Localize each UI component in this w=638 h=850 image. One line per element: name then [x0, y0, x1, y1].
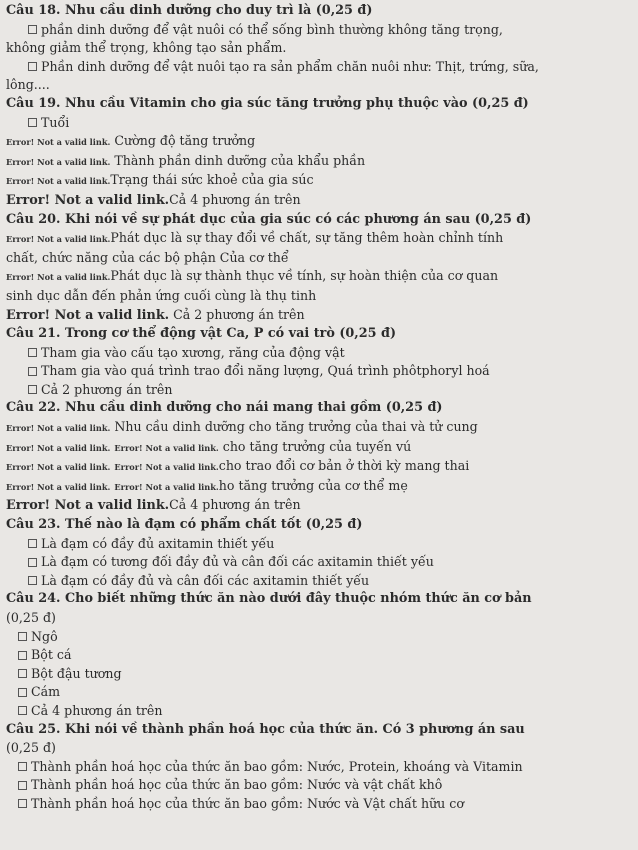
answer-option: [6, 58, 632, 77]
checkbox-icon: [18, 632, 27, 641]
answer-option: [6, 665, 632, 684]
broken-link-marker: Error! Not a valid link.: [6, 481, 111, 492]
answer-option: [6, 646, 632, 665]
answer-option: [6, 21, 632, 40]
answer-option: [6, 795, 632, 814]
option-text: Tham gia vào cấu tạo xương, răng của động vật: [41, 344, 345, 360]
question-heading: Câu 18. Nhu cầu dinh dưỡng cho duy trì là (0,25 đ): [6, 3, 373, 18]
option-text: Là đạm có tương đối đầy đủ và cân đối các axitamin thiết yếu: [41, 554, 434, 570]
option-text: Tuổi: [41, 114, 70, 130]
checkbox-icon: [28, 118, 37, 127]
broken-link-marker: Error! Not a valid link.: [6, 272, 111, 283]
option-text: cho tăng trưởng của tuyến vú: [218, 438, 412, 454]
broken-link-marker: Error! Not a valid link.: [6, 176, 111, 187]
checkbox-icon: [18, 762, 27, 771]
answer-option: [6, 702, 632, 721]
answer-option: [6, 171, 632, 191]
checkbox-icon: [28, 558, 37, 567]
answer-option: [6, 267, 632, 287]
broken-link-marker: Error! Not a valid link.: [114, 481, 219, 492]
answer-option: [6, 496, 632, 516]
option-text: cho trao đổi cơ bản ở thời kỳ mang thai: [218, 458, 470, 474]
question-heading: Câu 24. Cho biết những thức ăn nào dưới đây thuộc nhóm thức ăn cơ bản: [6, 591, 532, 607]
answer-option: [6, 114, 632, 133]
option-text: Cả 2 phương án trên: [41, 381, 173, 397]
checkbox-icon: [18, 706, 27, 715]
checkbox-icon: [18, 688, 27, 697]
option-text: Là đạm có đầy đủ axitamin thiết yếu: [41, 535, 275, 551]
question-heading: Câu 23. Thế nào là đạm có phẩm chất tốt (0,25 đ): [6, 517, 363, 533]
question-heading: Câu 21. Trong cơ thể động vật Ca, P có vai trò (0,25 đ): [6, 326, 397, 342]
option-text: Cả 4 phương án trên: [169, 497, 301, 513]
answer-option: [6, 683, 632, 702]
answer-option: [6, 229, 632, 249]
answer-option: [6, 758, 632, 777]
text-line: lông....: [6, 77, 50, 93]
broken-link-marker: Error! Not a valid link.: [6, 234, 111, 245]
option-text: Ngô: [31, 628, 58, 644]
checkbox-icon: [18, 669, 27, 678]
option-text: Phát dục là sự thành thục về tính, sự hoàn thiện của cơ quan: [110, 268, 499, 284]
broken-link-marker: Error! Not a valid link.: [114, 462, 219, 473]
option-text: Thành phần hoá học của thức ăn bao gồm: Nước, Protein, khoáng và Vitamin: [31, 758, 523, 774]
answer-option: [6, 628, 632, 647]
answer-option: [6, 535, 632, 554]
option-text: Cám: [31, 684, 61, 700]
answer-option: [6, 457, 632, 477]
answer-option: [6, 344, 632, 363]
text-line: chất, chức năng của các bộ phận Của cơ thể: [6, 249, 289, 265]
option-text: Cả 4 phương án trên: [169, 191, 301, 207]
option-text: Cả 4 phương án trên: [31, 702, 163, 718]
question-heading: Câu 20. Khi nói về sự phát dục của gia súc có các phương án sau (0,25 đ): [6, 211, 532, 227]
broken-link-marker: Error! Not a valid link.: [6, 423, 111, 434]
broken-link-marker: Error! Not a valid link.: [6, 442, 111, 453]
checkbox-icon: [18, 651, 27, 660]
text-line: (0,25 đ): [6, 610, 56, 625]
checkbox-icon: [28, 348, 37, 357]
question-heading: Câu 22. Nhu cầu dinh dưỡng cho nái mang thai gồm (0,25 đ): [6, 400, 443, 416]
checkbox-icon: [18, 781, 27, 790]
checkbox-icon: [28, 367, 37, 376]
option-text: Nhu cầu dinh dưỡng cho tăng trưởng của thai và tử cung: [110, 419, 478, 435]
checkbox-icon: [28, 576, 37, 585]
checkbox-icon: [18, 799, 27, 808]
answer-option: [6, 132, 632, 152]
option-text: Thành phần dinh dưỡng của khẩu phần: [110, 152, 366, 168]
checkbox-icon: [28, 385, 37, 394]
answer-option: [6, 572, 632, 591]
checkbox-icon: [28, 25, 37, 34]
answer-option: [6, 553, 632, 572]
answer-option: [6, 152, 632, 172]
option-text: Thành phần hoá học của thức ăn bao gồm: Nước và Vật chất hữu cơ: [31, 795, 464, 811]
option-text: Cả 2 phương án trên: [169, 306, 305, 322]
question-heading: Câu 19. Nhu cầu Vitamin cho gia súc tăng trưởng phụ thuộc vào (0,25 đ): [6, 95, 529, 111]
answer-option: [6, 477, 632, 497]
text-line: (0,25 đ): [6, 740, 56, 756]
option-text: Bột đậu tương: [31, 665, 122, 681]
option-text: Phát dục là sự thay đổi về chất, sự tăng thêm hoàn chỉnh tính: [110, 230, 504, 246]
broken-link-marker: Error! Not a valid link.: [6, 137, 111, 148]
broken-link-marker: Error! Not a valid link.: [6, 307, 170, 323]
option-text: phần dinh dưỡng để vật nuôi có thể sống bình thường không tăng trọng,: [41, 21, 503, 37]
option-text: Trạng thái sức khoẻ của gia súc: [110, 172, 314, 188]
answer-option: [6, 306, 632, 326]
answer-option: [6, 438, 632, 458]
broken-link-marker: Error! Not a valid link.: [6, 156, 111, 167]
checkbox-icon: [28, 62, 37, 71]
option-text: Phần dinh dưỡng để vật nuôi tạo ra sản phẩm chăn nuôi như: Thịt, trứng, sữa,: [41, 58, 539, 74]
option-text: Thành phần hoá học của thức ăn bao gồm: Nước và vật chất khô: [31, 777, 443, 793]
text-line: sinh dục dẫn đến phản ứng cuối cùng là thụ tinh: [6, 287, 317, 303]
answer-option: [6, 776, 632, 795]
option-text: Cường độ tăng trưởng: [110, 133, 256, 149]
option-text: ho tăng trưởng của cơ thể mẹ: [218, 477, 408, 493]
broken-link-marker: Error! Not a valid link.: [6, 498, 170, 514]
question-heading: Câu 25. Khi nói về thành phần hoá học của thức ăn. Có 3 phương án sau: [6, 721, 525, 737]
checkbox-icon: [28, 539, 37, 548]
broken-link-marker: Error! Not a valid link.: [6, 462, 111, 473]
option-text: Là đạm có đầy đủ và cân đối các axitamin thiết yếu: [41, 572, 370, 588]
option-text: Bột cá: [31, 647, 72, 663]
option-text: Tham gia vào quá trình trao đổi năng lượng, Quá trình phôtphoryl hoá: [41, 363, 490, 379]
text-line: không giảm thể trọng, không tạo sản phẩm.: [6, 40, 287, 56]
answer-option: [6, 381, 632, 400]
broken-link-marker: Error! Not a valid link.: [6, 192, 170, 208]
answer-option: [6, 362, 632, 381]
broken-link-marker: Error! Not a valid link.: [114, 442, 219, 453]
answer-option: [6, 191, 632, 211]
answer-option: [6, 418, 632, 438]
